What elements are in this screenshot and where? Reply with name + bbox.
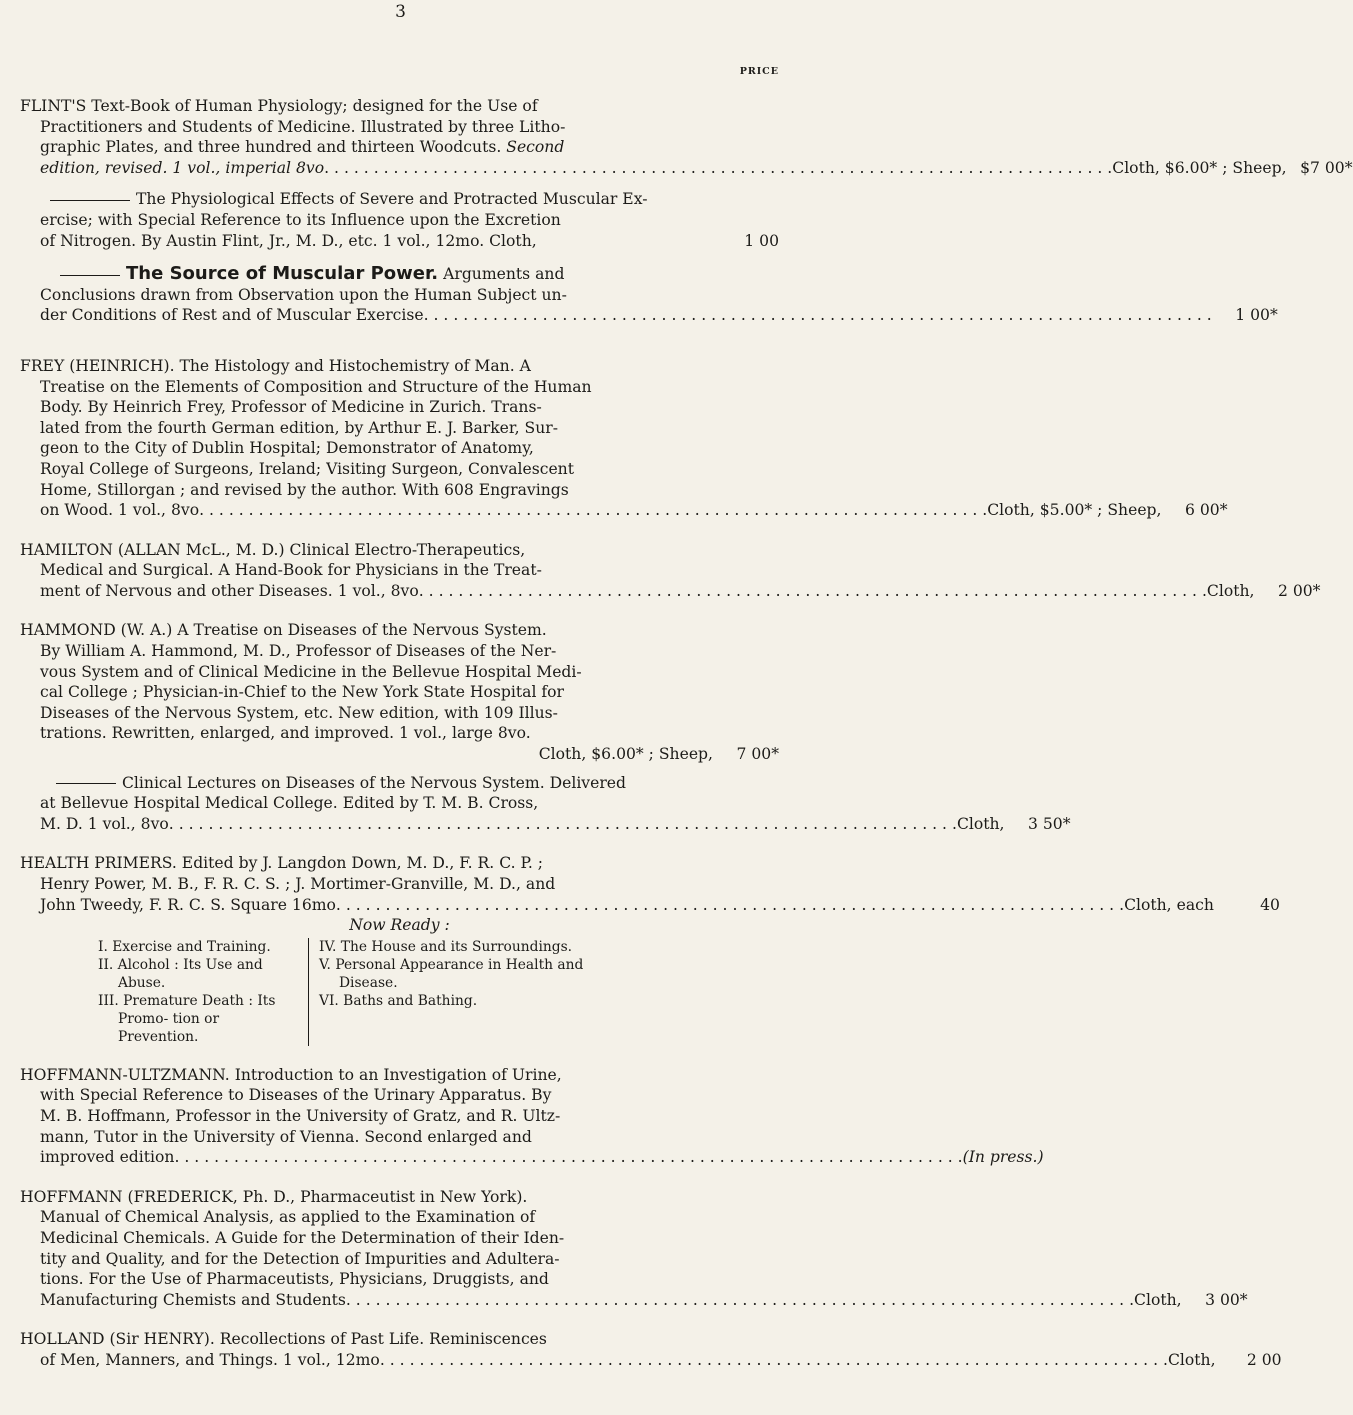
price: 1 00	[744, 231, 779, 250]
series-item: V. Personal Appearance in Health and Disease.	[319, 956, 584, 991]
entry-price-line	[20, 1147, 1044, 1168]
catalog-entries	[20, 96, 1353, 1390]
entry-price-line	[20, 814, 1071, 835]
entry-line: Body. By Heinrich Frey, Professor of Medicine in Zurich. Trans-	[40, 398, 542, 417]
entry-line: Manual of Chemical Analysis, as applied to the Examination of	[40, 1208, 536, 1227]
entry-price-line	[20, 231, 779, 252]
entry-price-line	[20, 895, 1280, 916]
entry-line: Medicinal Chemicals. A Guide for the Determination of their Iden-	[40, 1228, 565, 1247]
entry-line: vous System and of Clinical Medicine in the Bellevue Hospital Medi-	[40, 662, 582, 681]
series-column-right	[309, 938, 599, 1046]
leader-dots	[174, 1147, 962, 1168]
entry-line: tions. For the Use of Pharmaceutists, Physicians, Druggists, and	[40, 1270, 549, 1289]
entry-line-text: edition, revised. 1 vol., imperial 8vo	[40, 158, 325, 177]
leader-dots	[380, 1350, 1168, 1371]
entry-line-text: graphic Plates, and three hundred and thirteen Woodcuts.	[40, 138, 502, 157]
entry-line: geon to the City of Dublin Hospital; Demonstrator of Anatomy,	[40, 439, 534, 458]
entry-line: Diseases of the Nervous System, etc. New edition, with 109 Illus-	[40, 703, 558, 722]
entry-line	[20, 773, 779, 794]
entry-line: lated from the fourth German edition, by Arthur E. J. Barker, Sur-	[40, 418, 558, 437]
entry-line: ercise; with Special Reference to its Influence upon the Excretion	[40, 210, 561, 229]
series-column-left	[98, 938, 309, 1046]
price: 3 50*	[1027, 814, 1071, 833]
price: 7 00*	[736, 745, 779, 764]
price-column-header: PRICE	[739, 66, 779, 77]
entry-price-line	[20, 581, 1321, 602]
entry-line: Practitioners and Students of Medicine. Illustrated by three Litho-	[40, 117, 566, 136]
leader-dots	[346, 1290, 1134, 1311]
entry-line-text: The Physiological Effects of Severe and Protracted Muscular Ex-	[136, 190, 648, 209]
entry-line-text: ment of Nervous and other Diseases. 1 vol., 8vo	[40, 581, 419, 600]
binding-info: Cloth, $6.00* ; Sheep,	[1112, 158, 1287, 177]
entry-line: HOFFMANN (FREDERICK, Ph. D., Pharmaceutist in New York).	[20, 1187, 528, 1206]
binding-info: Cloth, each	[1124, 895, 1214, 914]
series-list	[98, 938, 779, 1046]
entry-title: The Source of Muscular Power.	[126, 263, 439, 285]
entry-holland-recollections	[20, 1329, 1282, 1370]
entry-line-text: Clinical Lectures on Diseases of the Nervous System. Delivered	[122, 773, 627, 792]
entry-price-line	[20, 1290, 1248, 1311]
ditto-dash	[50, 200, 130, 201]
ditto-dash	[60, 275, 120, 276]
entry-line: HOLLAND (Sir HENRY). Recollections of Past Life. Reminiscences	[20, 1330, 547, 1349]
series-item: II. Alcohol : Its Use and Abuse.	[98, 956, 263, 991]
entry-hammond-nervous-system	[20, 620, 779, 764]
entry-flint-physiology	[20, 96, 1353, 178]
entry-price-line	[20, 500, 1228, 521]
entry-line-text: John Tweedy, F. R. C. S. Square 16mo	[40, 895, 336, 914]
price	[1044, 1147, 1110, 1168]
leader-dots	[324, 158, 1112, 179]
entry-line-text: Arguments and	[443, 265, 565, 284]
entry-line	[20, 137, 779, 158]
entry-line: Henry Power, M. B., F. R. C. S. ; J. Mortimer-Granville, M. D., and	[40, 875, 556, 893]
entry-health-primers	[20, 853, 1280, 1045]
entry-line-text: der Conditions of Rest and of Muscular Exercise	[40, 306, 424, 325]
binding-info: Cloth,	[1206, 581, 1255, 600]
binding-info: Cloth,	[1167, 1350, 1216, 1369]
entry-line: HOFFMANN-ULTZMANN. Introduction to an Investigation of Urine,	[20, 1065, 562, 1084]
edition-italic: Second	[506, 138, 565, 157]
entry-line: M. B. Hoffmann, Professor in the University of Gratz, and R. Ultz-	[40, 1106, 561, 1125]
entry-line: Medical and Surgical. A Hand-Book for Physicians in the Treat-	[40, 561, 542, 580]
leader-dots	[199, 500, 987, 521]
entry-line: Treatise on the Elements of Composition and Structure of the Human	[40, 377, 592, 396]
leader-dots	[336, 895, 1124, 916]
entry-line: Royal College of Surgeons, Ireland; Visiting Surgeon, Convalescent	[40, 459, 574, 478]
price: 2 00*	[1277, 581, 1321, 600]
entry-price-line	[20, 1350, 1282, 1371]
price: 2 00	[1246, 1350, 1282, 1369]
now-ready-label: Now Ready :	[349, 916, 450, 935]
ditto-dash	[56, 783, 116, 784]
binding-info: (In press.)	[962, 1148, 1044, 1167]
entry-line: with Special Reference to Diseases of the Urinary Apparatus. By	[40, 1086, 552, 1105]
entry-line: FREY (HEINRICH). The Histology and Histochemistry of Man. A	[20, 356, 531, 375]
entry-price-line	[20, 158, 1353, 179]
entry-frey-histology	[20, 356, 1228, 521]
entry-line	[20, 189, 779, 210]
entry-hoffmann-chemical-analysis	[20, 1187, 1248, 1311]
entry-line: cal College ; Physician-in-Chief to the New York State Hospital for	[40, 683, 565, 702]
entry-line-text: improved edition	[40, 1148, 175, 1167]
page-number: 3	[395, 2, 406, 22]
leader-dots	[424, 305, 1212, 326]
series-item: III. Premature Death : Its Promo- tion or Prevention.	[98, 992, 276, 1045]
entry-line: at Bellevue Hospital Medical College. Edited by T. M. B. Cross,	[40, 794, 539, 813]
entry-line: Home, Stillorgan ; and revised by the author. With 608 Engravings	[40, 480, 569, 499]
entry-price-line	[20, 744, 779, 765]
entry-price-line	[20, 305, 1278, 326]
price: 40	[1260, 895, 1280, 914]
entry-line-text: of Men, Manners, and Things. 1 vol., 12mo	[40, 1350, 380, 1369]
binding-info: Cloth, $5.00* ; Sheep,	[987, 501, 1162, 520]
entry-line: tity and Quality, and for the Detection of Impurities and Adultera-	[40, 1249, 560, 1268]
entry-line-text: M. D. 1 vol., 8vo	[40, 814, 169, 833]
entry-line: Conclusions drawn from Observation upon the Human Subject un-	[40, 285, 567, 304]
binding-info: Cloth,	[956, 814, 1005, 833]
entry-line-text: Manufacturing Chemists and Students	[40, 1290, 346, 1309]
entry-line-text: of Nitrogen. By Austin Flint, Jr., M. D., etc. 1 vol., 12mo. Cloth,	[40, 231, 537, 250]
price: 1 00*	[1235, 306, 1278, 325]
entry-line-text: on Wood. 1 vol., 8vo	[40, 501, 200, 520]
series-item: VI. Baths and Bathing.	[319, 992, 478, 1009]
entry-line: By William A. Hammond, M. D., Professor of Diseases of the Ner-	[40, 642, 557, 661]
entry-line: trations. Rewritten, enlarged, and improved. 1 vol., large 8vo.	[40, 724, 531, 743]
price: $7 00*	[1300, 158, 1353, 177]
leader-dots	[169, 814, 957, 835]
price: 3 00*	[1205, 1290, 1248, 1309]
entry-line: HAMMOND (W. A.) A Treatise on Diseases of the Nervous System.	[20, 621, 547, 640]
entry-line: HAMILTON (ALLAN McL., M. D.) Clinical Electro-Therapeutics,	[20, 540, 526, 559]
binding-info: Cloth,	[1134, 1290, 1182, 1309]
entry-line: HEALTH PRIMERS. Edited by J. Langdon Down, M. D., F. R. C. P. ;	[20, 854, 543, 873]
entry-line	[20, 264, 779, 285]
leader-dots	[419, 581, 1207, 602]
entry-flint-source-muscular-power	[20, 263, 1278, 326]
entry-line: mann, Tutor in the University of Vienna. Second enlarged and	[40, 1127, 532, 1146]
series-item: I. Exercise and Training.	[98, 938, 271, 955]
price: 6 00*	[1184, 501, 1228, 520]
binding-info: Cloth, $6.00* ; Sheep,	[538, 745, 713, 764]
entry-hoffmann-ultzmann-urine	[20, 1065, 1044, 1168]
entry-hammond-clinical-lectures	[20, 773, 1071, 835]
entry-line: FLINT'S Text-Book of Human Physiology; designed for the Use of	[20, 97, 538, 115]
series-item: IV. The House and its Surroundings.	[319, 938, 573, 955]
entry-hamilton-electro-therapeutics	[20, 540, 1321, 602]
entry-flint-muscular-exercise	[20, 189, 779, 251]
